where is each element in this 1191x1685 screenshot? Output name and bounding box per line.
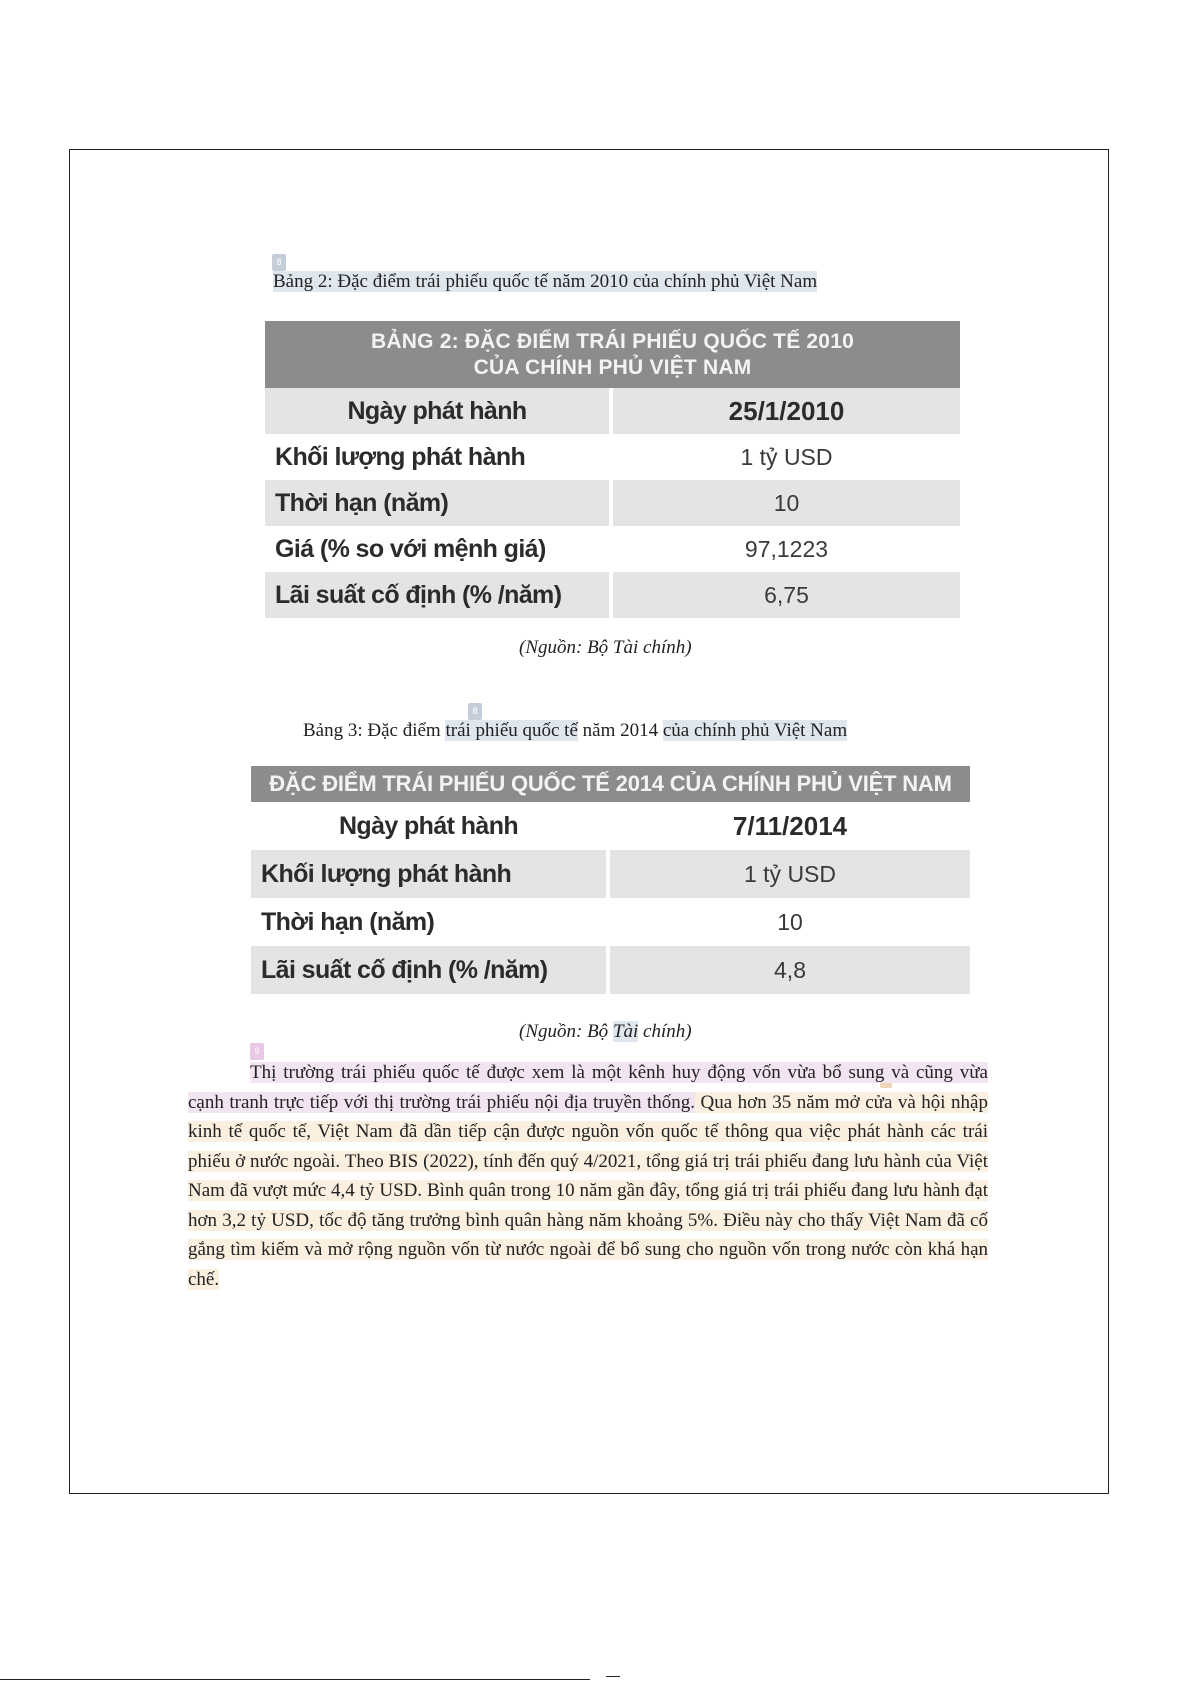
table3 — [251, 766, 970, 994]
row-label: Thời hạn (năm) — [265, 480, 611, 526]
table2-title-line1: BẢNG 2: ĐẶC ĐIỂM TRÁI PHIẾU QUỐC TẾ 2010 — [371, 329, 854, 353]
table2-title-line2: CỦA CHÍNH PHỦ VIỆT NAM — [473, 355, 752, 379]
table2 — [265, 321, 960, 618]
row-label: Lãi suất cố định (% /năm) — [265, 572, 611, 618]
table-row — [251, 898, 970, 946]
annotation-marker: 8 — [272, 254, 286, 271]
table3-caption — [303, 720, 847, 742]
table3-title: ĐẶC ĐIỂM TRÁI PHIẾU QUỐC TẾ 2014 CỦA CHÍNH PHỦ VIỆT NAM — [251, 766, 970, 802]
table-row — [251, 946, 970, 994]
caption-highlight: của chính phủ Việt Nam — [632, 271, 818, 292]
caption-text: năm 2014 — [577, 720, 663, 741]
row-label: Giá (% so với mệnh giá) — [265, 526, 611, 572]
caption-text: Bảng 2: Đặc điểm trái phiếu quốc tế năm 2010 — [273, 271, 633, 292]
row-label: Ngày phát hành — [251, 802, 608, 850]
row-value: 4,8 — [608, 946, 970, 994]
table-row — [265, 526, 960, 572]
row-value: 25/1/2010 — [611, 388, 960, 434]
table-row — [265, 434, 960, 480]
table-row — [265, 388, 960, 434]
row-value: 6,75 — [611, 572, 960, 618]
footer-tick — [606, 1676, 620, 1677]
caption-text: Bảng 3: Đặc điểm — [303, 720, 446, 741]
row-label: Ngày phát hành — [265, 388, 611, 434]
table-row — [265, 572, 960, 618]
row-value: 97,1223 — [611, 526, 960, 572]
table-row — [251, 850, 970, 898]
row-value: 10 — [611, 480, 960, 526]
table2-title — [265, 321, 960, 388]
row-label: Khối lượng phát hành — [251, 850, 608, 898]
row-value: 7/11/2014 — [608, 802, 970, 850]
caption-highlight: của chính phủ Việt Nam — [662, 720, 848, 741]
annotation-marker: 8 — [468, 703, 482, 720]
source-text: chính) — [638, 1021, 692, 1042]
table2-caption — [273, 271, 817, 293]
row-label: Lãi suất cố định (% /năm) — [251, 946, 608, 994]
body-paragraph — [188, 1058, 988, 1294]
source-text: (Nguồn: Bộ — [519, 1021, 613, 1042]
table-row — [251, 802, 970, 850]
table3-source — [519, 1021, 692, 1043]
paragraph-highlight-1: Thị trường trái phiếu quốc tế được xem là một kênh huy động vốn vừa bổ sung và cũng vừa cạnh tranh trực tiếp với thị trường trái phiếu nội địa truyền thống. — [188, 1062, 988, 1113]
row-label: Khối lượng phát hành — [265, 434, 611, 480]
source-highlight: Tài — [612, 1021, 639, 1042]
paragraph-highlight-2: Qua hơn 35 năm mở cửa và hội nhập kinh tế quốc tế, Việt Nam đã dần tiếp cận được nguồn vốn quốc tế thông qua việc phát hành các trái phiếu ở nước ngoài. Theo BIS (2022), tính đến quý 4/2021, tổng giá trị trái phiếu đang lưu hành của Việt Nam đã vượt mức 4,4 tỷ USD. Bình quân trong 10 năm gần đây, tổng giá trị trái phiếu đang lưu hành đạt hơn 3,2 tỷ USD, tốc độ tăng trưởng bình quân hàng năm khoảng 5%. Điều này cho thấy Việt Nam đã cố gắng tìm kiếm và mở rộng nguồn vốn từ nước ngoài để bổ sung cho nguồn vốn trong nước còn khá hạn chế. — [188, 1091, 988, 1290]
row-value: 1 tỷ USD — [611, 434, 960, 480]
annotation-marker: 9 — [250, 1043, 264, 1060]
row-value: 10 — [608, 898, 970, 946]
row-value: 1 tỷ USD — [608, 850, 970, 898]
table-row — [265, 480, 960, 526]
footer-rule — [0, 1679, 590, 1680]
table2-source: (Nguồn: Bộ Tài chính) — [519, 637, 692, 658]
caption-highlight: trái phiếu quốc tế — [445, 720, 578, 741]
row-label: Thời hạn (năm) — [251, 898, 608, 946]
